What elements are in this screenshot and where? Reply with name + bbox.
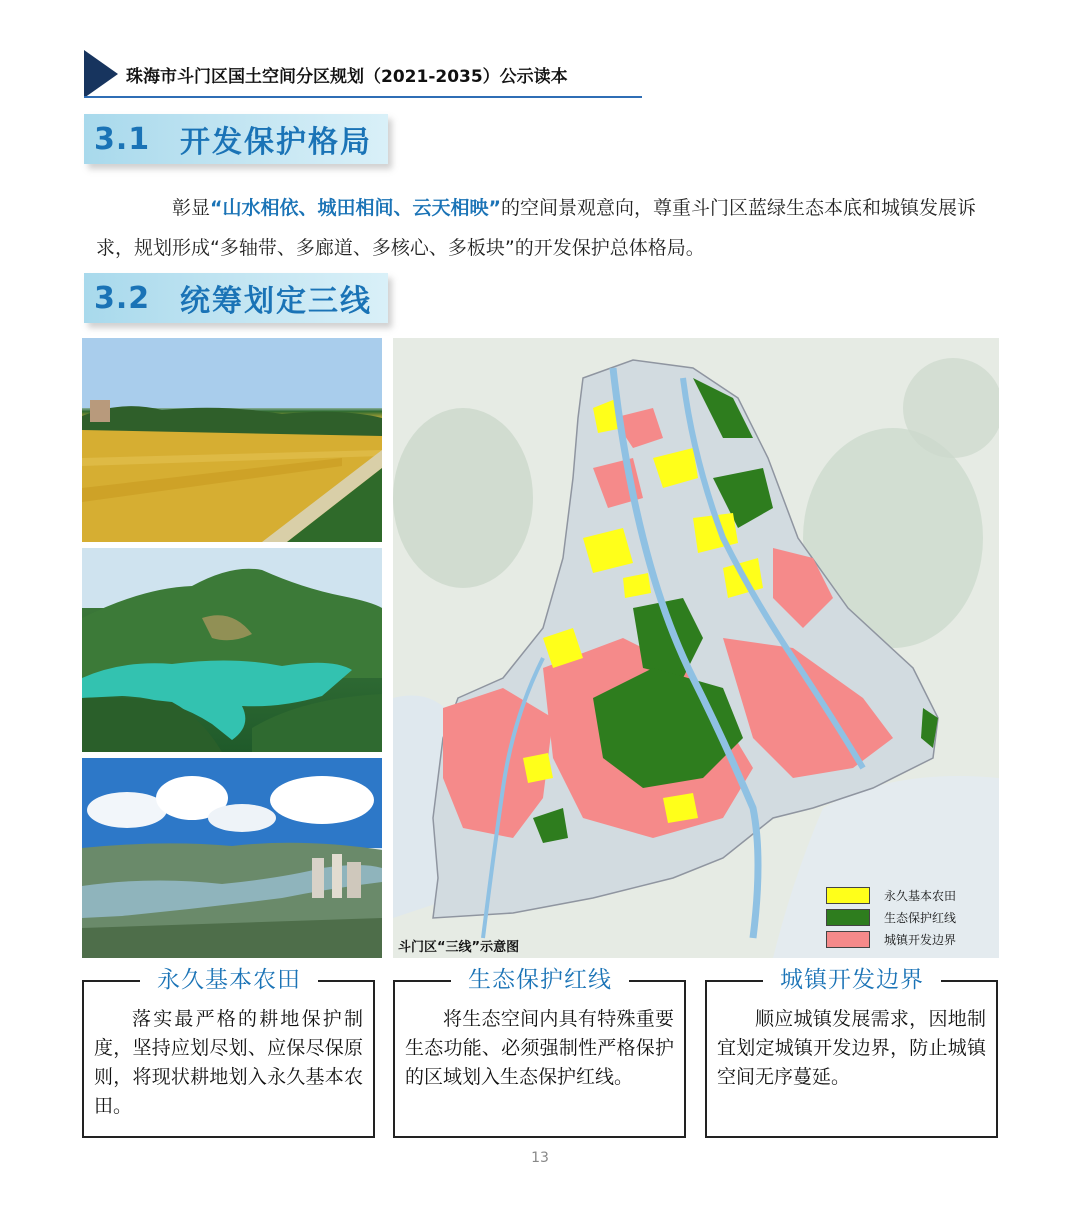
info-box-title: 城镇开发边界 <box>763 963 941 997</box>
info-box-urban-boundary <box>705 980 998 1138</box>
document-title: 珠海市斗门区国土空间分区规划（2021-2035）公示读本 <box>126 67 568 87</box>
legend-item-eco-redline <box>826 906 956 928</box>
map-legend <box>826 884 956 950</box>
page-number: 13 <box>531 1150 549 1166</box>
reservoir-mountain-photo <box>82 548 382 752</box>
section-heading-3-1 <box>84 114 388 164</box>
info-box-text: 落实最严格的耕地保护制度，坚持应划尽划、应保尽保原则，将现状耕地划入永久基本农田。 <box>94 1008 363 1117</box>
legend-label: 生态保护红线 <box>884 910 957 925</box>
info-box-text: 顺应城镇发展需求，因地制宜划定城镇开发边界，防止城镇空间无序蔓延。 <box>717 1008 986 1088</box>
legend-item-farmland <box>826 884 956 906</box>
farmland-photo <box>82 338 382 542</box>
paragraph-suffix: 的空间景观意向，尊重斗门区蓝绿生态本底和城镇发展诉求，规划形成“多轴带、多廊道、多核心、多板块”的开发保护总体格局。 <box>96 197 977 259</box>
info-box-eco-redline <box>393 980 686 1138</box>
town-river-photo <box>82 758 382 958</box>
map-caption: 斗门区“三线”示意图 <box>398 940 520 955</box>
legend-swatch <box>826 931 870 948</box>
legend-swatch <box>826 887 870 904</box>
section-number: 3.1 <box>94 121 151 157</box>
paragraph-prefix: 彰显 <box>172 197 211 219</box>
header-rule <box>84 96 642 98</box>
section-title: 开发保护格局 <box>180 125 372 160</box>
info-box-farmland <box>82 980 375 1138</box>
legend-label: 永久基本农田 <box>884 888 957 903</box>
info-box-title: 永久基本农田 <box>140 963 318 997</box>
legend-swatch <box>826 909 870 926</box>
three-lines-map <box>393 338 999 958</box>
section-title: 统筹划定三线 <box>180 284 372 319</box>
legend-item-urban-boundary <box>826 928 956 950</box>
legend-label: 城镇开发边界 <box>884 932 957 947</box>
info-box-text: 将生态空间内具有特殊重要生态功能、必须强制性严格保护的区域划入生态保护红线。 <box>405 1008 674 1088</box>
header-triangle-marker <box>84 50 118 98</box>
paragraph-highlight: “山水相依、城田相间、云天相映” <box>210 197 501 219</box>
intro-paragraph <box>96 188 996 268</box>
info-box-title: 生态保护红线 <box>451 963 629 997</box>
section-number: 3.2 <box>94 280 151 316</box>
section-heading-3-2 <box>84 273 388 323</box>
